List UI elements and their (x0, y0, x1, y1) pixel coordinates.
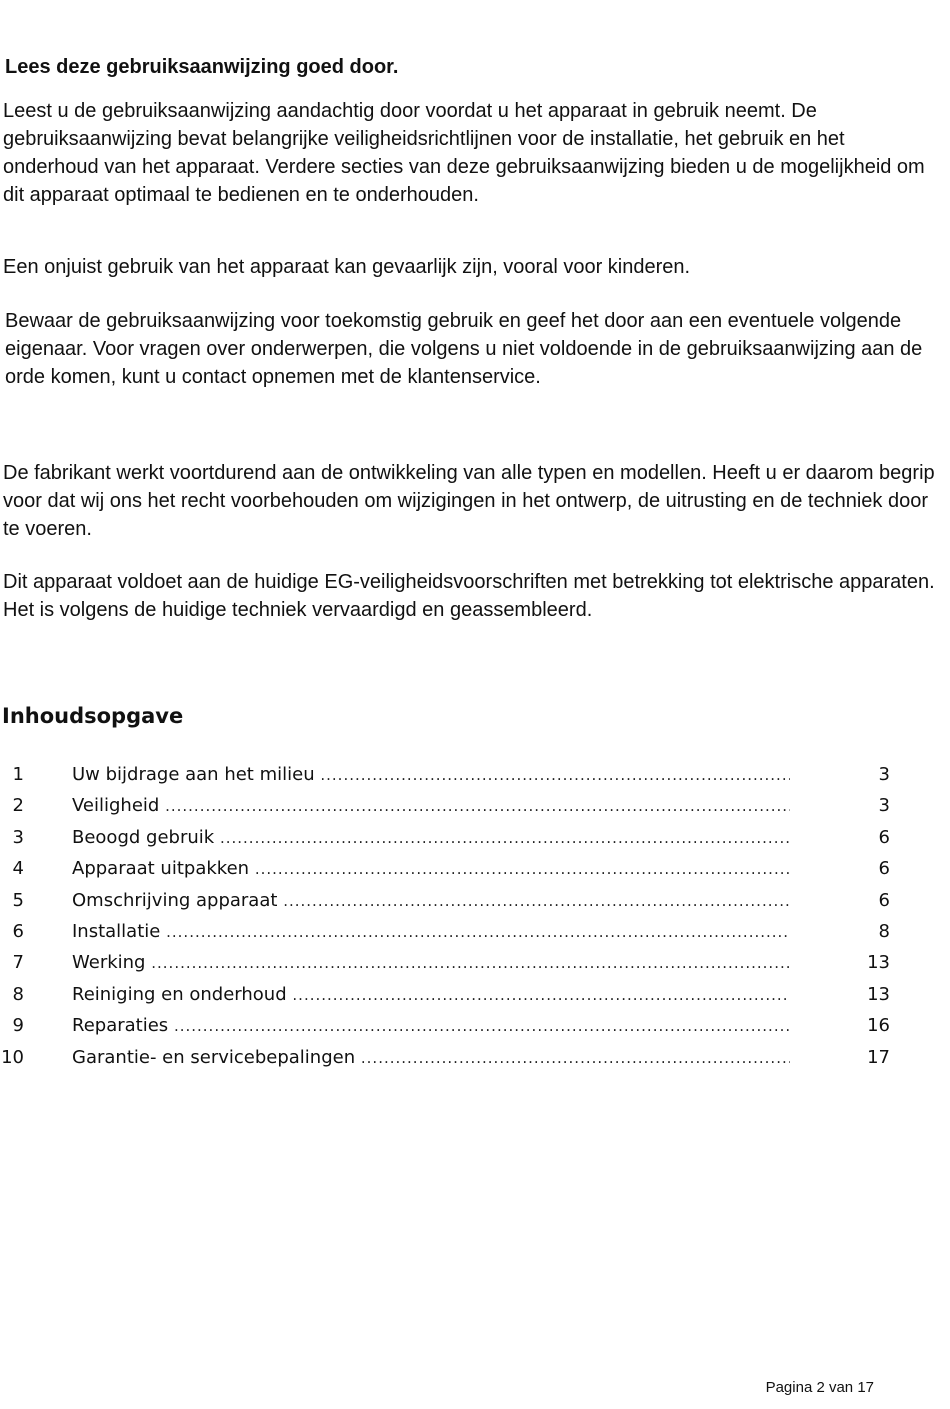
toc-entry-page: 8 (878, 920, 890, 942)
toc-entry-number: 8 (12, 983, 24, 1005)
toc-entry[interactable] (0, 916, 950, 947)
toc-entry-label: Beoogd gebruik ..... (72, 822, 790, 854)
toc-entry-page: 16 (867, 1015, 890, 1037)
toc-entry-label: Omschrijving apparaat ..... (72, 885, 790, 917)
toc-entry-label: Garantie- en servicebepalingen ..... (72, 1042, 790, 1074)
toc-entry-label: Veiligheid ..... (72, 790, 790, 822)
toc-entry-page: 17 (867, 1046, 890, 1068)
toc-entry-label: Apparaat uitpakken ..... (72, 853, 790, 885)
toc-entry-number: 1 (12, 764, 24, 785)
toc-title: Inhoudsopgave (2, 704, 184, 728)
toc-entry[interactable] (0, 822, 950, 853)
warning-paragraph: Een onjuist gebruik van het apparaat kan gevaarlijk zijn, vooral voor kinderen. (3, 256, 691, 278)
toc-entry-number: 2 (12, 795, 24, 817)
toc-entry[interactable] (0, 853, 950, 884)
toc-entry[interactable] (0, 1010, 950, 1041)
toc-entry[interactable] (0, 979, 950, 1010)
page-number-footer: Pagina 2 van 17 (765, 1379, 874, 1396)
manufacturer-paragraph: De fabrikant werkt voortdurend aan de ontwikkeling van alle typen en modellen. Heeft u er daarom begrip voor dat wij ons het recht voorbehouden om wijzigingen in het ontwerp, de uitrusting en de techniek door te voeren. (3, 462, 935, 540)
storage-paragraph: Bewaar de gebruiksaanwijzing voor toekomstig gebruik en geef het door aan een eventuele volgende eigenaar. Voor vragen over onderwerpen, die volgens u niet voldoende in de gebruiksaanwijzing aan de orde komen, kunt u contact opnemen met de klantenservice. (5, 310, 923, 388)
toc-entry[interactable] (0, 759, 950, 790)
page-heading: Lees deze gebruiksaanwijzing goed door. (5, 56, 399, 78)
toc-entry-page: 3 (878, 764, 890, 785)
toc-entry[interactable] (0, 790, 950, 821)
toc-entry-number: 3 (12, 826, 24, 848)
toc-entry-number: 4 (12, 858, 24, 880)
toc-entry-page: 6 (878, 826, 890, 848)
toc-entry[interactable] (0, 885, 950, 916)
toc-entry-label: Installatie ..... (72, 916, 790, 948)
toc-entry-page: 6 (878, 889, 890, 911)
toc-entry-page: 6 (878, 858, 890, 880)
compliance-paragraph: Dit apparaat voldoet aan de huidige EG-veiligheidsvoorschriften met betrekking tot elektrische apparaten. Het is volgens de huidige techniek vervaardigd en geassembleerd. (3, 571, 935, 621)
toc-entry-number: 7 (12, 952, 24, 974)
table-of-contents (0, 759, 950, 1073)
toc-entry-page: 13 (867, 952, 890, 974)
toc-entry-number: 9 (12, 1015, 24, 1037)
toc-entry[interactable] (0, 1042, 950, 1073)
toc-entry-label: Uw bijdrage aan het milieu ..... (72, 759, 790, 791)
toc-entry-label: Reparaties ..... (72, 1010, 790, 1042)
toc-entry-number: 10 (1, 1046, 24, 1068)
toc-entry-page: 13 (867, 983, 890, 1005)
toc-entry-label: Reiniging en onderhoud ..... (72, 979, 790, 1011)
toc-entry[interactable] (0, 947, 950, 978)
toc-entry-page: 3 (878, 795, 890, 817)
toc-entry-label: Werking ..... (72, 947, 790, 979)
toc-entry-number: 5 (12, 889, 24, 911)
intro-paragraph: Leest u de gebruiksaanwijzing aandachtig door voordat u het apparaat in gebruik neemt. De gebruiksaanwijzing bevat belangrijke veiligheidsrichtlijnen voor de installatie, het gebruik en het onderhoud van het apparaat. Verdere secties van deze gebruiksaanwijzing bieden u de mogelijkheid om dit apparaat optimaal te bedienen en te onderhouden. (3, 100, 925, 206)
toc-entry-number: 6 (12, 920, 24, 942)
